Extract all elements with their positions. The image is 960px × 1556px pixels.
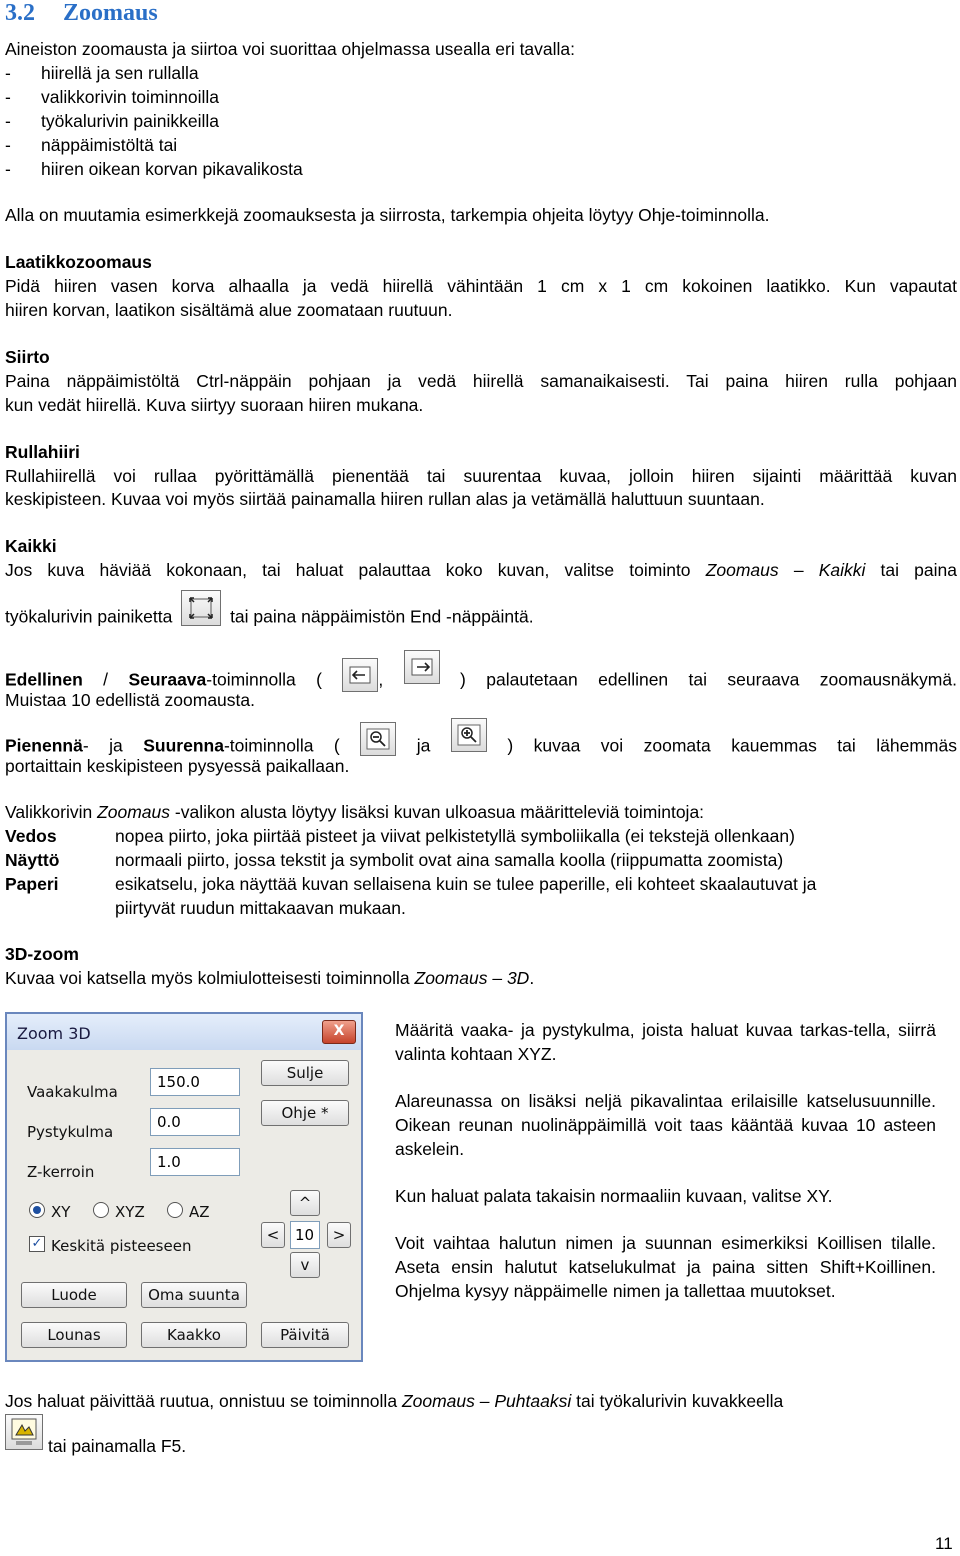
radio-xyz[interactable] <box>93 1202 109 1218</box>
radio-az-label: AZ <box>189 1203 210 1221</box>
kaakko-button[interactable]: Kaakko <box>141 1322 247 1348</box>
vaakakulma-label: Vaakakulma <box>27 1083 118 1101</box>
close-icon[interactable]: X <box>322 1020 356 1044</box>
oma-suunta-button[interactable]: Oma suunta <box>141 1282 247 1308</box>
zoom-next-icon[interactable] <box>404 650 440 684</box>
rotate-left-button[interactable]: < <box>261 1222 285 1248</box>
rotate-step-input[interactable]: 10 <box>290 1221 320 1249</box>
pienenna-line2: portaittain keskipisteen pysyessä paikallaan. <box>5 756 350 776</box>
keskita-checkbox[interactable]: ✓ <box>29 1236 45 1252</box>
siirto-title: Siirto <box>5 347 50 367</box>
zoom-in-icon[interactable] <box>451 718 487 752</box>
pystykulma-input[interactable]: 0.0 <box>150 1108 240 1136</box>
rotate-down-button[interactable]: v <box>290 1252 320 1278</box>
edellinen-line2: Muistaa 10 edellistä zoomausta. <box>5 690 255 710</box>
right-paragraph-4: Voit vaihtaa halutun nimen ja suunnan esimerkiksi Koillisen tilalle. Aseta ensin halutut katselukulmat ja paina sitten Shift+Koillinen. Ohjelma kysyy näppäimelle nimen ja tallettaa muutokset. <box>395 1233 936 1301</box>
list-item: - näppäimistöltä tai <box>5 135 178 155</box>
puhtaaksi-line2: tai painamalla F5. <box>48 1436 187 1456</box>
pystykulma-label: Pystykulma <box>27 1123 114 1141</box>
luode-button[interactable]: Luode <box>21 1282 127 1308</box>
edellinen-line1: Edellinen / Seuraava-toiminnolla ( , ) palautetaan edellinen tai seuraava zoomausnäkymä. <box>5 664 957 698</box>
puhtaaksi-text: Jos haluat päivittää ruutua, onnistuu se toiminnolla Zoomaus – Puhtaaksi tai työkalurivin kuvakkeella <box>5 1391 784 1411</box>
rullahiiri-line2: keskipisteen. Kuvaa voi myös siirtää painamalla hiiren rullan alas ja vetämällä haluttuun suuntaan. <box>5 489 765 509</box>
method-list <box>5 61 303 181</box>
rullahiiri-title: Rullahiiri <box>5 442 80 462</box>
section-heading <box>5 0 158 26</box>
refresh-icon[interactable] <box>5 1414 43 1450</box>
pienenna-line1: Pienennä- ja Suurenna-toiminnolla ( ja ) kuvaa voi zoomata kauemmas tai lähemmäs <box>5 730 957 764</box>
kaikki-line1: Jos kuva häviää kokonaan, tai haluat palauttaa koko kuvan, valitse toiminto Zoomaus – Kaikki tai paina <box>5 560 957 580</box>
zoom-all-icon[interactable] <box>181 590 221 626</box>
examples-text: Alla on muutamia esimerkkejä zoomauksesta ja siirrosta, tarkempia ohjeita löytyy Ohje-toiminnolla. <box>5 205 770 225</box>
zoom3d-title: 3D-zoom <box>5 944 79 964</box>
page-number: 11 <box>935 1534 953 1553</box>
definition-naytto: Näyttö normaali piirto, jossa tekstit ja symbolit ovat aina samalla koolla (riippumatta zoomista) <box>5 850 784 870</box>
radio-az[interactable] <box>167 1202 183 1218</box>
keskita-label: Keskitä pisteeseen <box>51 1237 192 1255</box>
siirto-line2: kun vedät hiirellä. Kuva siirtyy suoraan hiiren mukana. <box>5 395 424 415</box>
laatikko-title: Laatikkozoomaus <box>5 252 152 272</box>
definition-vedos: Vedos nopea piirto, joka piirtää pisteet ja viivat pelkistetyllä symboliikalla (ei tekstejä ollenkaan) <box>5 826 795 846</box>
intro-text: Aineiston zoomausta ja siirtoa voi suorittaa ohjelmassa usealla eri tavalla: <box>5 39 576 59</box>
dialog-title: Zoom 3D <box>17 1024 91 1043</box>
paivita-button[interactable]: Päivitä <box>261 1322 349 1348</box>
list-item: - työkalurivin painikkeilla <box>5 111 219 131</box>
ohje-button[interactable]: Ohje * <box>261 1100 349 1126</box>
kaikki-line2: työkalurivin painiketta tai paina näppäimistön End -näppäintä. <box>5 600 534 636</box>
zoom-out-icon[interactable] <box>360 722 396 756</box>
right-paragraph-2: Alareunassa on lisäksi neljä pikavalintaa erilaisille katselusuunnille. Oikean reunan nuolinäppäimillä voit taas kääntää kuvaa 10 asteen askelein. <box>395 1091 936 1159</box>
rotate-up-button[interactable]: ^ <box>290 1190 320 1216</box>
vaakakulma-input[interactable]: 150.0 <box>150 1068 240 1096</box>
zoom-previous-icon[interactable] <box>342 658 378 692</box>
list-item: - hiiren oikean korvan pikavalikosta <box>5 159 303 179</box>
laatikko-line1: Pidä hiiren vasen korva alhaalla ja vedä hiirellä vähintään 1 cm x 1 cm kokoinen laatikko. Kun vapautat <box>5 276 957 296</box>
laatikko-line2: hiiren korvan, laatikon sisältämä alue zoomataan ruutuun. <box>5 300 453 320</box>
rotate-right-button[interactable]: > <box>327 1222 351 1248</box>
list-item: - valikkorivin toiminnoilla <box>5 87 219 107</box>
siirto-line1: Paina näppäimistöltä Ctrl-näppäin pohjaan ja vedä hiirellä samanaikaisesti. Tai paina hiiren rulla pohjaan <box>5 371 957 391</box>
radio-xy-label: XY <box>51 1203 71 1221</box>
lounas-button[interactable]: Lounas <box>21 1322 127 1348</box>
zkerroin-label: Z-kerroin <box>27 1163 95 1181</box>
section-number: 3.2 <box>5 0 35 26</box>
section-title: Zoomaus <box>63 0 158 26</box>
kaikki-title: Kaikki <box>5 536 57 556</box>
right-paragraph-3: Kun haluat palata takaisin normaaliin kuvaan, valitse XY. <box>395 1186 833 1206</box>
radio-xyz-label: XYZ <box>115 1203 145 1221</box>
dialog-titlebar <box>7 1014 361 1050</box>
zoom3d-dialog <box>5 1012 363 1362</box>
rullahiiri-line1: Rullahiirellä voi rullaa pyörittämällä pienentää tai suurentaa kuvaa, jolloin hiiren sijainti määrittää kuvan <box>5 466 957 486</box>
zkerroin-input[interactable]: 1.0 <box>150 1148 240 1176</box>
valikko-text: Valikkorivin Zoomaus -valikon alusta löytyy lisäksi kuvan ulkoasua määritteleviä toimintoja: <box>5 802 705 822</box>
zoom3d-text: Kuvaa voi katsella myös kolmiulotteisesti toiminnolla Zoomaus – 3D. <box>5 968 535 988</box>
radio-xy[interactable] <box>29 1202 45 1218</box>
right-paragraph-1: Määritä vaaka- ja pystykulma, joista haluat kuvaa tarkas-tella, siirrä valinta kohtaan XYZ. <box>395 1020 936 1064</box>
sulje-button[interactable]: Sulje <box>261 1060 349 1086</box>
definition-paperi: Paperi esikatselu, joka näyttää kuvan sellaisena kuin se tulee paperille, eli kohteet skaalautuvat ja <box>5 874 817 894</box>
list-item: - hiirellä ja sen rullalla <box>5 63 199 83</box>
definition-paperi-cont: piirtyvät ruudun mittakaavan mukaan. <box>115 898 406 918</box>
